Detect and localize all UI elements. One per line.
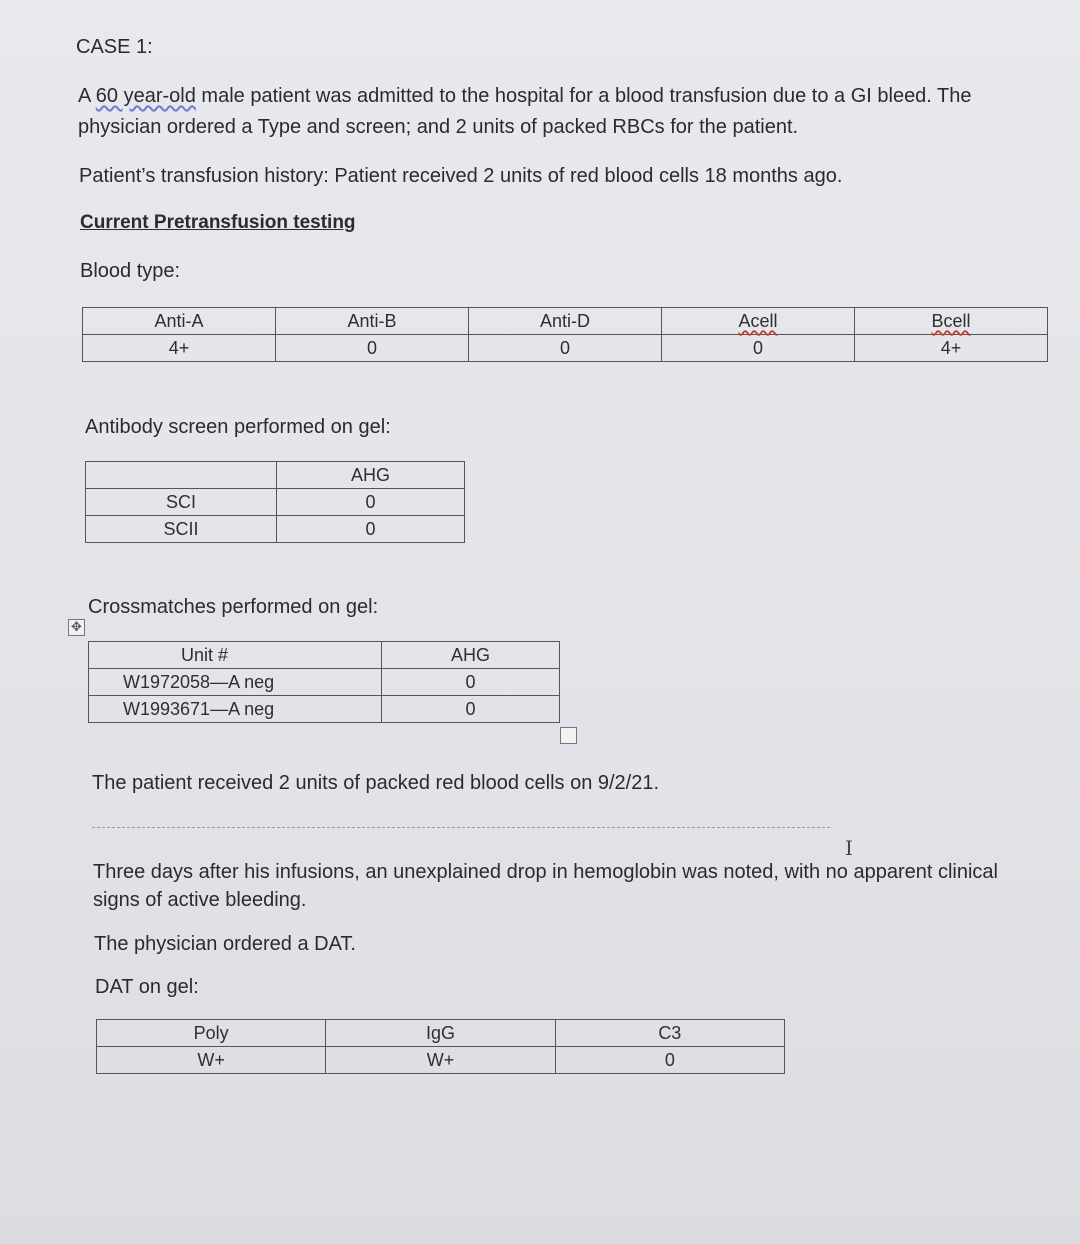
antibody-ahg-scii: 0 <box>277 516 465 543</box>
table-row <box>89 669 560 696</box>
antibody-header-empty <box>86 462 277 489</box>
crossmatch-header-unit: Unit # <box>89 642 382 669</box>
value-anti-b: 0 <box>276 335 469 362</box>
table-row <box>86 516 465 543</box>
header-bcell: Bcell <box>855 308 1048 335</box>
intro-line-1 <box>78 85 972 108</box>
dat-order: The physician ordered a DAT. <box>94 933 356 955</box>
table-row <box>89 696 560 723</box>
dat-value-poly: W+ <box>97 1047 326 1074</box>
crossmatch-unit-1: W1972058—A neg <box>89 669 382 696</box>
crossmatch-ahg-2: 0 <box>382 696 560 723</box>
dat-value-c3: 0 <box>555 1047 784 1074</box>
dat-header-c3: C3 <box>555 1020 784 1047</box>
antibody-header-ahg: AHG <box>277 462 465 489</box>
blood-type-table <box>82 307 1048 362</box>
three-days-line-2: signs of active bleeding. <box>93 889 307 911</box>
intro-line-1-post: male patient was admitted to the hospital for a blood transfusion due to a GI bleed. The <box>195 85 972 107</box>
value-anti-a: 4+ <box>83 335 276 362</box>
antibody-cell-sci: SCI <box>86 489 277 516</box>
dat-table <box>96 1019 785 1074</box>
blood-type-label: Blood type: <box>80 260 181 282</box>
dat-label: DAT on gel: <box>95 976 199 998</box>
three-days-line-1: Three days after his infusions, an unexplained drop in hemoglobin was noted, with no apparent clinical <box>93 861 998 883</box>
header-acell: Acell <box>662 308 855 335</box>
header-anti-d: Anti-D <box>469 308 662 335</box>
table-row <box>86 489 465 516</box>
case-title: CASE 1: <box>76 36 153 58</box>
received-text: The patient received 2 units of packed red blood cells on 9/2/21. <box>92 772 660 794</box>
intro-line-2: physician ordered a Type and screen; and 2 units of packed RBCs for the patient. <box>78 116 799 138</box>
crossmatch-ahg-1: 0 <box>382 669 560 696</box>
crossmatch-label: Crossmatches performed on gel: <box>88 596 379 618</box>
antibody-screen-table <box>85 461 465 543</box>
crossmatch-header-ahg: AHG <box>382 642 560 669</box>
dat-value-igg: W+ <box>326 1047 555 1074</box>
intro-line-1-pre: A <box>78 85 96 107</box>
antibody-screen-label: Antibody screen performed on gel: <box>85 416 391 438</box>
pretransfusion-heading: Current Pretransfusion testing <box>80 212 356 233</box>
antibody-ahg-sci: 0 <box>277 489 465 516</box>
dat-header-poly: Poly <box>97 1020 326 1047</box>
value-anti-d: 0 <box>469 335 662 362</box>
dashed-divider <box>92 827 830 828</box>
value-acell: 0 <box>662 335 855 362</box>
antibody-cell-scii: SCII <box>86 516 277 543</box>
header-anti-a: Anti-A <box>83 308 276 335</box>
age-phrase: 60 year-old <box>95 85 196 107</box>
transfusion-history: Patient’s transfusion history: Patient received 2 units of red blood cells 18 months ago. <box>79 165 843 187</box>
value-bcell: 4+ <box>855 335 1048 362</box>
dat-header-igg: IgG <box>326 1020 555 1047</box>
crossmatch-table <box>88 641 560 723</box>
crossmatch-unit-2: W1993671—A neg <box>89 696 382 723</box>
header-anti-b: Anti-B <box>276 308 469 335</box>
move-cross-icon[interactable]: ✥ <box>68 619 85 636</box>
text-cursor-icon: I <box>845 836 853 860</box>
resize-square-icon[interactable] <box>560 727 577 744</box>
